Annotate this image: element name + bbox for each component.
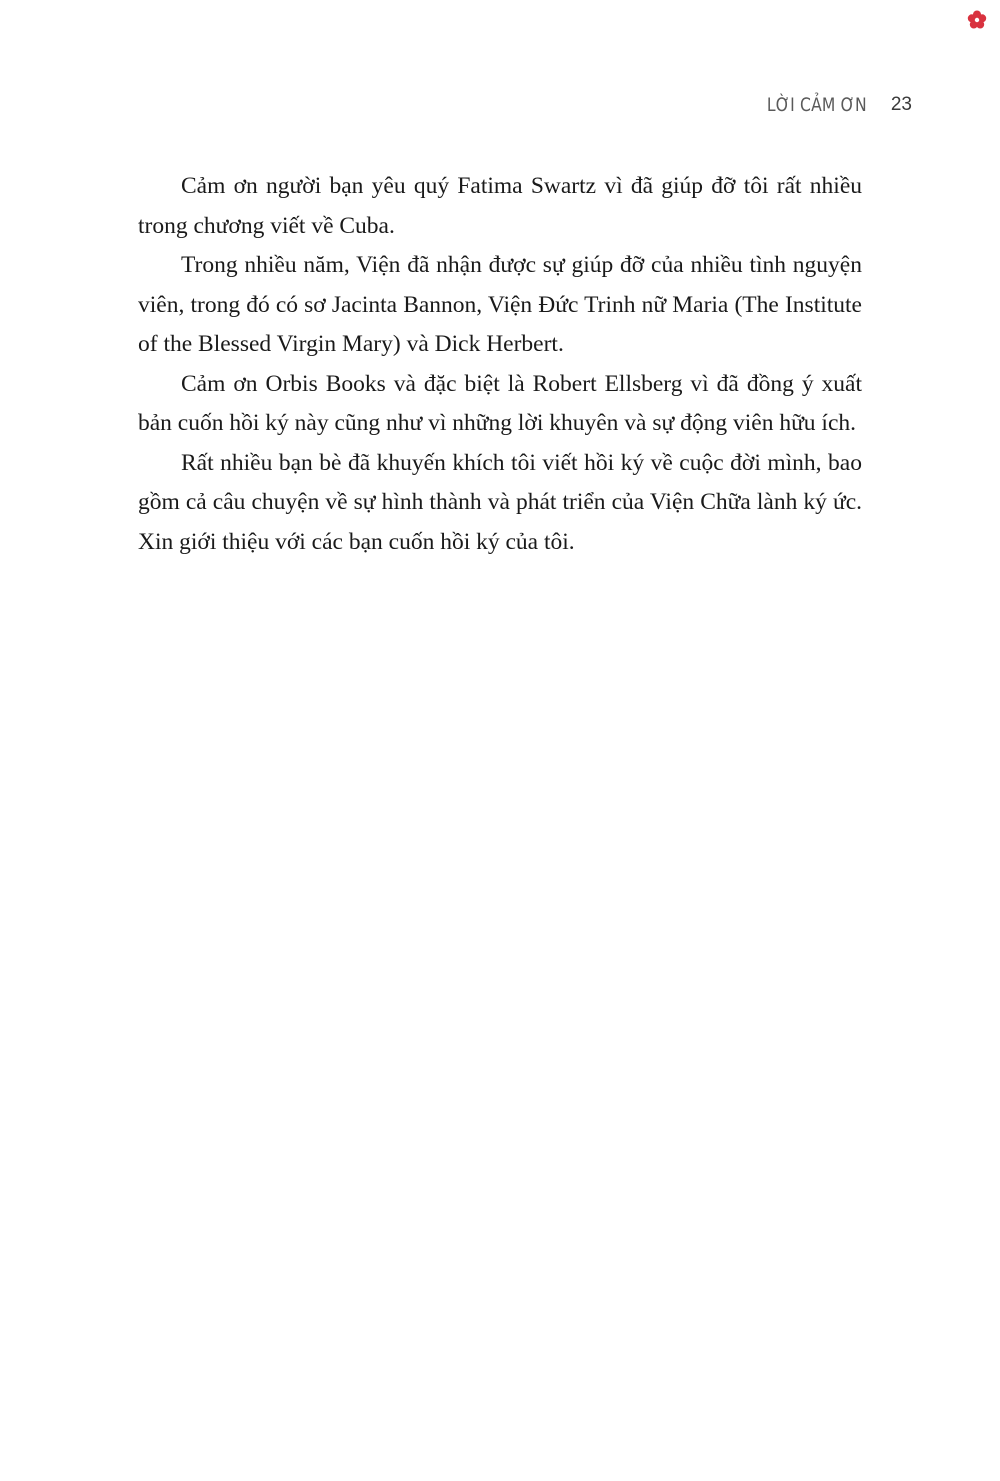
- running-head: [600, 92, 912, 118]
- paragraph: Cảm ơn người bạn yêu quý Fatima Swartz vì đã giúp đỡ tôi rất nhiều trong chương viết về Cuba.: [138, 173, 862, 239]
- paragraph: Trong nhiều năm, Viện đã nhận được sự giúp đỡ của nhiều tình nguyện viên, trong đó có sơ Jacinta Bannon, Viện Đức Trinh nữ Maria (The Institute of the Blessed Virgin Mary) và Dick Herbert.: [138, 252, 862, 357]
- body-text: [138, 167, 862, 562]
- flower-icon: [966, 9, 988, 31]
- paragraph: Cảm ơn Orbis Books và đặc biệt là Robert Ellsberg vì đã đồng ý xuất bản cuốn hồi ký này cũng như vì những lời khuyên và sự động viên hữu ích.: [138, 370, 862, 436]
- page-number: 23: [890, 94, 912, 115]
- paragraph: Rất nhiều bạn bè đã khuyến khích tôi viết hồi ký về cuộc đời mình, bao gồm cả câu chuyện về sự hình thành và phát triển của Viện Chữa lành ký ức. Xin giới thiệu với các bạn cuốn hồi ký của tôi.: [138, 449, 862, 555]
- running-title: LỜI CẢM ƠN: [766, 94, 867, 116]
